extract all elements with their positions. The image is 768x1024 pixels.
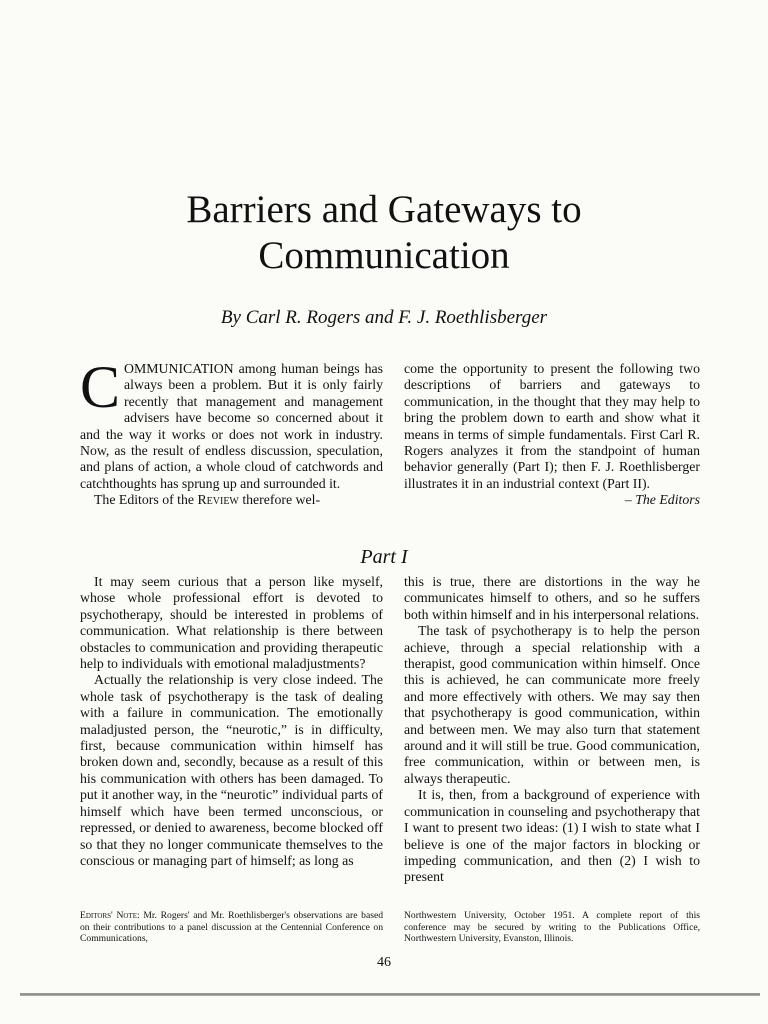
page-number: 46 [377,955,391,970]
body-paragraph: The task of psychotherapy is to help the person achieve, through a special relationship with a therapist, good communication within himself. Once this is achieved, he can communicate more freely and more effectively with others. We may say then that psychotherapy is good communication, within and between men. We may also turn that statement around and it will still be true. Good communication, free communication, within or between men, is always therapeutic. [404,623,700,786]
editors-intro-paragraph-2 [80,492,383,508]
footnote-text: Mr. Rogers' and Mr. Roethlisberger's observations are based on their contributions to a panel discussion at the Centennial Conference on Communications, [80,910,384,945]
drop-cap-letter: C [80,354,121,420]
body-paragraph: It may seem curious that a person like myself, whose whole professional effort is devoted to psychotherapy, should be interested in problems of communication. What relationship is there between obstacles to communication and providing therapeutic help to individuals with emotional maladjustments? [80,574,383,672]
editors-intro-text: OMMUNICATION among human beings has always been a problem. But it is only fairly recently that management and management advisers have become so concerned about it and the way it works or does not work in industry. Now, as the result of endless discussion, speculation, and plans of action, a whole cloud of catchwords and catchthoughts has sprung up and surrounded it. [80,361,383,491]
editors-intro-right-column [404,361,700,509]
footnote-label: Editors' Note: [80,910,140,921]
editors-intro-paragraph [80,354,383,492]
editors-signoff-text: – The Editors [624,492,700,508]
editors-intro-left-column [80,354,383,509]
article-title: Barriers and Gateways to Communication [186,188,582,277]
body-paragraph: this is true, there are distortions in the way he communicates himself to others, and so he suffers both within himself and in his interpersonal relations. [404,574,700,622]
body-right-column [404,574,700,886]
body-paragraph: It is, then, from a background of experience with communication in counseling and psychotherapy that I want to present two ideas: (1) I wish to state what I believe is one of the major factors in blocking or impeding communication, and then (2) I wish to present [404,787,700,885]
body-left-column [80,574,383,869]
editors-signoff [404,492,700,508]
editors-intro-text-2a: The Editors of the [94,492,198,508]
scan-edge-line [20,993,760,996]
article-byline: By Carl R. Rogers and F. J. Roethlisberger [220,307,548,328]
footnote-left [80,910,383,945]
journal-name: Review [197,492,239,508]
editors-intro-text-2b: therefore wel- [238,492,321,508]
section-heading: Part I [360,546,408,568]
editors-intro-continuation: come the opportunity to present the following two descriptions of barriers and gateways to communication, in the thought that they may help to bring the problem down to earth and show what it means in terms of simple fundamentals. First Carl R. Rogers analyzes it from the standpoint of human behavior generally (Part I); then F. J. Roethlisberger illustrates it in an industrial context (Part II). [404,361,700,491]
body-paragraph: Actually the relationship is very close indeed. The whole task of psychotherapy is the task of dealing with a failure in communication. The emotionally maladjusted person, the “neurotic,” is in difficulty, first, because communication within himself has broken down and, secondly, because as a result of this his communication with others has been damaged. To put it another way, in the “neurotic” individual parts of himself which have been termed unconscious, or repressed, or denied to awareness, become blocked off so that they no longer communicate themselves to the conscious or managing part of himself; as long as [80,672,383,868]
footnote-right: Northwestern University, October 1951. A complete report of this conference may be secured by writing to the Publications Office, Northwestern University, Evanston, Illinois. [404,910,700,945]
